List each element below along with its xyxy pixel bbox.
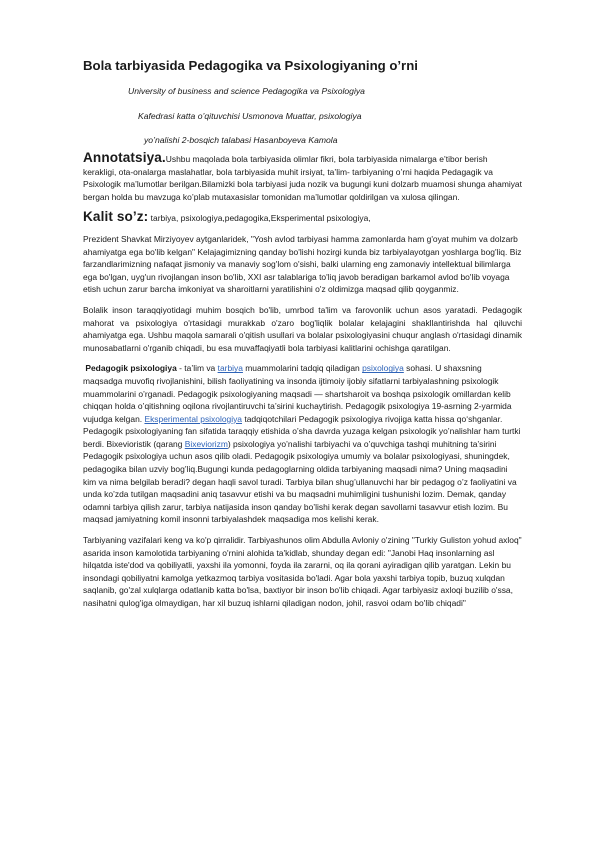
body-paragraph-1: Prezident Shavkat Mirziyoyev aytganlaridek, "Yosh avlod tarbiyasi hamma zamonlarda ham g'oyat muhim va dolzarb ahamiyatga ega bo'lib kelgan" Kelajagimizning qanday bo'lishi hozirgi kunda biz tarbiyalayotgan yoshlarga bog'liq. Biz farzandlarimizning nafaqat jismoniy va manaviy sog'lom o'sishi, balki ularning eng zamonaviy intellektual bilimlarga ega bo'lgan, uyg'un rivojlangan inson bo'lib, XXI asr talablariga to'liq javob beradigan barkamol avlod bo'lib voyaga etish uchun zarur barcha imkoniyat va sharoitlarni yaratilishini o'z oldimizga maqsad qilib qoyganmiz. [83,233,522,295]
affiliation-line-1: University of business and science Pedagogika va Psixologiya [128,86,365,96]
link-tarbiya[interactable]: tarbiya [217,363,243,374]
body-paragraph-2: Bolalik inson taraqqiyotidagi muhim bosqich bo'lib, umrbod ta'lim va farovonlik uchun asos yaratadi. Pedagogik mahorat va psixologiya o'rtasidagi murakkab o'zaro bog'liqlik bolalar kelajagini shakllantirishda hal qiluvchi ahamiyatga ega. Ushbu maqola samarali o'qitish usullari va bolalar psixologiyasini chuqur anglash o'rtasidagi dinamik munosabatlarni o'rganib chiqadi, bu esa muvaffaqiyatli bola tarbiyasi kalitlarini ochishga qaratilgan. [83,304,522,353]
page-title: Bola tarbiyasida Pedagogika va Psixologiyaning o’rni [83,58,418,73]
link-bixeviorizm[interactable]: Bixeviorizm [184,438,228,449]
keywords-heading: Kalit so’z: [83,209,149,225]
keywords-paragraph [83,211,522,225]
text-segment: muammolarini tadqiq qiladigan [242,363,363,374]
text-segment: sohasi. U shaxsning maqsadga muvofiq rivojlanishini, bilish faoliyatining va insonda ijtimoiy ijobiy sifatlarni tarbiyalashning psixologik muammolarini o’rganadi. Pedagogik psixologiyaning maqsadi — shartsharoit va boshqa psixologik omillardan kelib chiqqan holda o’qitishning oqilona rivojlantiruvchi ta’sirini kuchaytirish. Pedagogik psixologiya 19-asrning 2-yarmida vujudga kelgan. [83,363,512,424]
text-segment: tadqiqotchilari Pedagogik psixologiya rivojiga katta hissa qo‘shganlar. Pedagogik psixologiyaning fan sifatida taraqqiy etishida o’sha davrda yuzaga kelgan psixologik yo’nalishlar ham turtki berdi. Bixevioristik (qarang [83,413,521,449]
text-segment: ) psixologiya yo’nalishi tarbiyachi va o’quvchiga tashqi muhitning ta’sirini Pedagogik psixologiya uchun asos qilib oladi. Pedagogik psixologiya umumiy va bolalar psixologiyasi, shuningdek, pedagogika bilan uzviy bog’liq.Bugungi kunda pedagoglarning oldida tarbiyaning maqsadi nima? Uning maqsadini kim va nima belgilab beradi? degan haqli savol turadi. Tarbiya bilan shug’ullanuvchi har bir pedagog o’z faoliyatini va unda ko’zda tutilgan maqsadini aniq tasavvur etishi va bu maqsadni muhimligini tushunishi lozim. Demak, qanday odamni tarbiya qilish zarur, tarbiya natijasida inson qanday bo’lishi kerak degan savollarni tasavvur etish lozim. Bu maqsad jamiyatning komil insonni tarbiyalashdek maqsadiga mos kelishi kerak. [83,438,517,525]
text-segment: - ta’lim va [176,363,218,374]
abstract-heading: Annotatsiya. [83,150,166,165]
term-pedagogik-psixologiya: Pedagogik psixologiya [85,363,177,374]
abstract-text: Ushbu maqolada bola tarbiyasida olimlar fikri, bola tarbiyasida nimalarga e’tibor berish kerakligi, ota-onalarga maslahatlar, bola tarbiyasida muhit irsiyat, ta’lim- tarbiyaning o’rni haqida Pedagagik va Psixologik ma’lumotlar berilgan.Bilamizki bola tarbiyasi juda nozik va bugungi kuni dolzarb muamosi shunga ahamiyat bergan holda bu mavzuga ko’plab mutaxasislar tomonidan ma’lumotlar qoldirilgan va xulosa qilingan. [83,154,522,202]
abstract-paragraph [83,152,522,203]
body-paragraph-4: Tarbiyaning vazifalari keng va ko'p qirralidir. Tarbiyashunos olim Abdulla Avloniy o'zining "Turkiy Guliston yohud axloq" asarida inson kamolotida tarbiyaning o'rnini alohida ta'kidlab, shunday degan edi: "Janobi Haq insonlarning asl hilqatda iste'dod va qobiliyatli, yaxshi ila yomonni, foyda ila zararni, oq ila qorani ayiradigan qilib yaratgan. Lekin bu insondagi qobiliyatni kamolga yetkazmoq tarbiya vositasida bo'ladi. Agar bola yaxshi tarbiya topib, buzuq xulqdan saqlanib, go'zal xulqlarga odatlanib katta bo'lsa, baxtiyor bir inson bo'lib chiqadi. Agar tarbiyasiz axloqi buzilib o'ssa, nasihatni qulog'iga olmaydigan, har xil buzuq ishlarni qiladigan nodon, johil, rasvoi odam bo'lib chiqadi" [83,535,522,608]
affiliation-line-2: Kafedrasi katta o’qituvchisi Usmonova Muattar, psixologiya [138,111,362,121]
link-psixologiya[interactable]: psixologiya [362,363,404,374]
affiliation-line-3: yo’nalishi 2-bosqich talabasi Hasanboyeva Kamola [144,135,338,145]
document-body [83,152,522,618]
keywords-text: tarbiya, psixologiya,pedagogika,Eksperimental psixologiya, [148,213,371,224]
body-paragraph-3 [83,362,522,526]
link-eksperimental-psixologiya[interactable]: Eksperimental psixologiya [144,413,242,424]
